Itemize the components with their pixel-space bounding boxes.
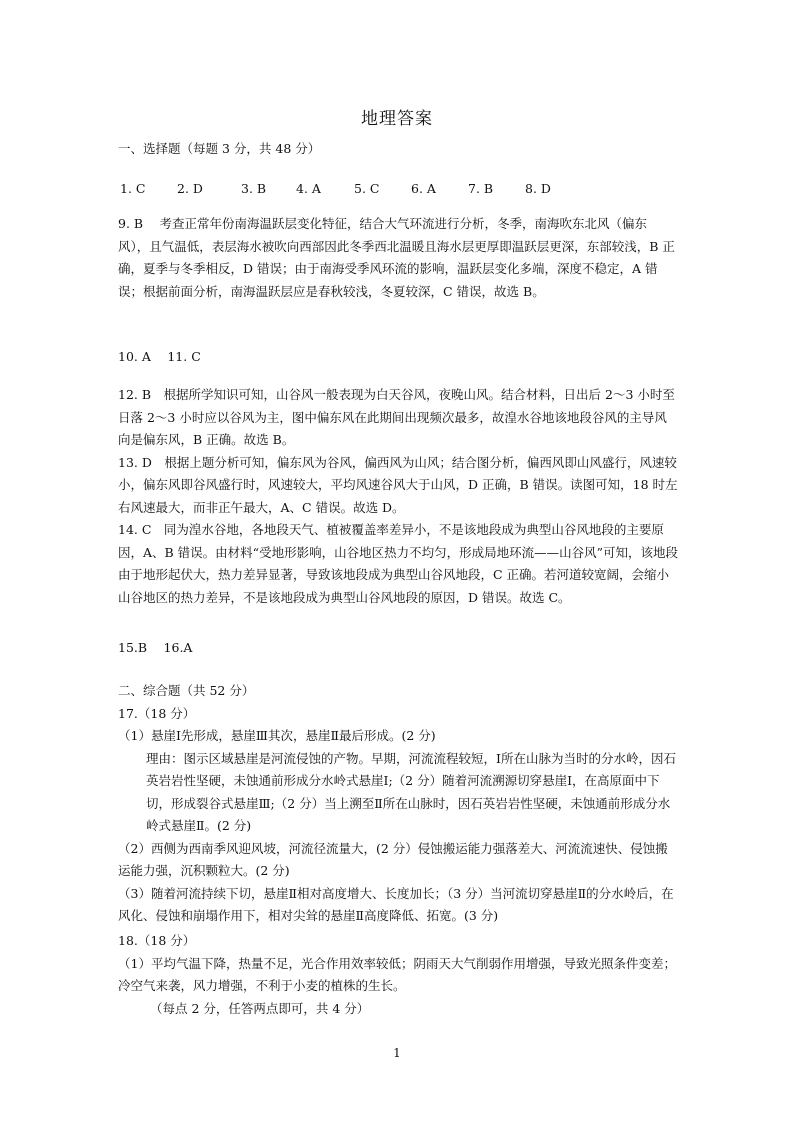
answer-q12-14 xyxy=(118,384,678,609)
mc-answer: 6. A xyxy=(411,181,436,196)
mc-answer: 5. C xyxy=(354,181,380,196)
q18-part1: （1）平均气温下降，热量不足，光合作用效率较低；阴雨天大气削弱作用增强，导致光照条件变差；冷空气来袭，风力增强，不利于小麦的植株的生长。 xyxy=(118,955,676,993)
answer-q10-11: 10. A 11. C xyxy=(118,349,201,364)
answer-q15-16: 15.B 16.A xyxy=(118,640,193,655)
answer-q18 xyxy=(118,930,678,1020)
mc-answer: 4. A xyxy=(296,181,321,196)
q17-part2: （2）西侧为西南季风迎风坡，河流径流量大，(2 分）侵蚀搬运能力强落差大、河流流速快、侵蚀搬运能力强，沉积颗粒大。(2 分) xyxy=(118,840,668,878)
answer-q14: 14. C 同为湟水谷地，各地段天气、植被覆盖率差异小，不是该地段成为典型山谷风地段的主要原因，A、B 错误。由材料“受地形影响，山谷地区热力不均匀，形成局地环流——山谷风”可知，该地段由于地形起伏大，热力差异显著，导致该地段成为典型山谷风地段，C 正确。若河道较宽阔，会缩小山谷地区的热力差异，不是该地段成为典型山谷风地段的原因，D 错误。故选 C。 xyxy=(118,522,678,605)
q17-part1: （1）悬崖Ⅰ先形成，悬崖Ⅲ其次，悬崖Ⅱ最后形成。(2 分) xyxy=(118,728,436,743)
q17-part1-reason: 理由：图示区域悬崖是河流侵蚀的产物。早期，河流流程较短，Ⅰ所在山脉为当时的分水岭，因石英岩岩性坚硬，未蚀通前形成分水岭式悬崖Ⅰ;（2 分）随着河流溯源切穿悬崖Ⅰ，在高原面中下切，形成裂谷式悬崖Ⅲ;（2 分）当上溯至Ⅱ所在山脉时，因石英岩岩性坚硬，未蚀通前形成分水岭式悬崖Ⅱ。(2 分) xyxy=(146,750,676,833)
section-heading-multiple-choice: 一、选择题（每题 3 分，共 48 分） xyxy=(118,141,321,156)
mc-answer: 7. B xyxy=(468,181,494,196)
mc-answer: 1. C xyxy=(120,181,146,196)
q17-heading: 17.（18 分） xyxy=(118,705,196,721)
answer-q9-text: 9. B 考查正常年份南海温跃层变化特征，结合大气环流进行分析，冬季，南海吹东北风（偏东风），且气温低，表层海水被吹向西部因此冬季西北温暖且海水层更厚即温跃层更深，东部较浅，B 正确，夏季与冬季相反，D 错误；由于南海受季风环流的影响，温跃层变化多端，深度不稳定，A 错误；根据前面分析，南海温跃层应是春秋较浅，冬夏较深，C 错误，故选 B。 xyxy=(118,216,675,299)
answer-q13: 13. D 根据上题分析可知，偏东风为谷风，偏西风为山风；结合图分析，偏西风即山风盛行，风速较小，偏东风即谷风盛行时，风速较大，平均风速谷风大于山风，D 正确，B 错误。读图可知，18 时左右风速最大，而非正午最大，A、C 错误。故选 D。 xyxy=(118,454,678,515)
q18-heading: 18.（18 分） xyxy=(118,933,196,948)
mc-answer: 8. D xyxy=(525,181,551,196)
mc-answer: 3. B xyxy=(241,181,267,196)
answer-q12: 12. B 根据所学知识可知，山谷风一般表现为白天谷风，夜晚山风。结合材料，日出后 2～3 小时至日落 2～3 小时应以谷风为主，图中偏东风在此期间出现频次最多，故湟水谷地该地段谷风的主导风向是偏东风，B 正确。故选 B。 xyxy=(118,387,675,447)
q17-part3: （3）随着河流持续下切，悬崖Ⅱ相对高度增大、长度加长；（3 分）当河流切穿悬崖Ⅱ的分水岭后，在风化、侵蚀和崩塌作用下，相对尖耸的悬崖Ⅱ高度降低、拓宽。(3 分) xyxy=(118,885,674,923)
mc-answer: 2. D xyxy=(177,181,203,196)
q18-part1-note: （每点 2 分，任答两点即可，共 4 分） xyxy=(150,1000,370,1016)
section-comprehensive xyxy=(118,680,678,928)
section-heading-comprehensive: 二、综合题（共 52 分） xyxy=(118,683,255,698)
page-title: 地理答案 xyxy=(361,109,433,129)
page-number: 1 xyxy=(393,1046,401,1060)
answer-q9 xyxy=(118,213,678,303)
